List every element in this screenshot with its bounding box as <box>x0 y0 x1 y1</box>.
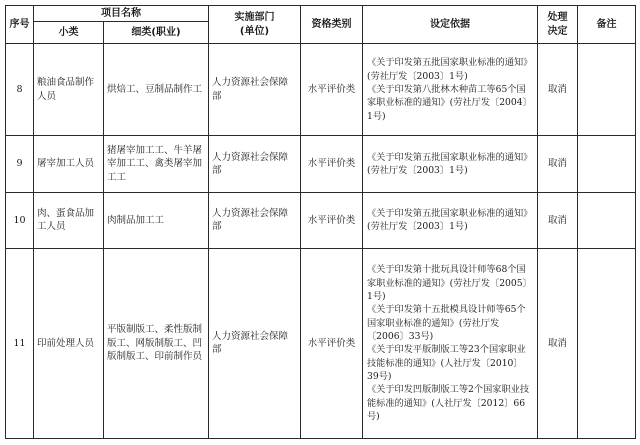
qualification-table <box>5 5 636 439</box>
header-decision: 处理 决定 <box>538 6 578 44</box>
header-dept: 实施部门 (单位) <box>209 6 301 44</box>
cell-basis: 《关于印发第五批国家职业标准的通知》(劳社厅发〔2003〕1号) 《关于印发第八批林木种苗工等65个国家职业标准的通知》(劳社厅发〔2004〕1号) <box>363 44 538 136</box>
cell-dept: 人力资源社会保障部 <box>209 44 301 136</box>
cell-qual-type: 水平评价类 <box>301 248 363 438</box>
cell-basis: 《关于印发第十批玩具设计师等68个国家职业标准的通知》(劳社厅发〔2005〕1号) 《关于印发第十五批模具设计师等65个国家职业标准的通知》(劳社厅发〔2006〕33号) 《关于印发平版制版工等23个国家职业技能标准的通知》(人社厅发〔2010〕39号) 《关于印发凹版制版工等2个国家职业技能标准的通知》(人社厅发〔2012〕66号) <box>363 248 538 438</box>
document-page <box>5 5 635 439</box>
header-detail: 细类(职业) <box>104 22 209 44</box>
cell-seq: 10 <box>6 193 34 248</box>
cell-qual-type: 水平评价类 <box>301 135 363 192</box>
cell-basis: 《关于印发第五批国家职业标准的通知》(劳社厅发〔2003〕1号) <box>363 193 538 248</box>
cell-decision: 取消 <box>538 193 578 248</box>
table-row <box>6 135 636 192</box>
cell-dept: 人力资源社会保障部 <box>209 193 301 248</box>
cell-subclass: 印前处理人员 <box>34 248 104 438</box>
cell-seq: 8 <box>6 44 34 136</box>
cell-dept: 人力资源社会保障部 <box>209 135 301 192</box>
table-row <box>6 193 636 248</box>
table-row <box>6 44 636 136</box>
cell-decision: 取消 <box>538 248 578 438</box>
cell-basis: 《关于印发第五批国家职业标准的通知》(劳社厅发〔2003〕1号) <box>363 135 538 192</box>
cell-subclass: 屠宰加工人员 <box>34 135 104 192</box>
cell-remark <box>578 248 636 438</box>
cell-subclass: 肉、蛋食品加工人员 <box>34 193 104 248</box>
cell-detail: 猪屠宰加工工、牛羊屠宰加工工、禽类屠宰加工工 <box>104 135 209 192</box>
cell-seq: 9 <box>6 135 34 192</box>
header-seq: 序号 <box>6 6 34 44</box>
table-row <box>6 248 636 438</box>
cell-detail: 平版制版工、柔性版制版工、网版制版工、凹版制版工、印前制作员 <box>104 248 209 438</box>
cell-seq: 11 <box>6 248 34 438</box>
header-remark: 备注 <box>578 6 636 44</box>
cell-detail: 肉制品加工工 <box>104 193 209 248</box>
cell-decision: 取消 <box>538 44 578 136</box>
header-qual-type: 资格类别 <box>301 6 363 44</box>
cell-dept: 人力资源社会保障部 <box>209 248 301 438</box>
header-subclass: 小类 <box>34 22 104 44</box>
cell-qual-type: 水平评价类 <box>301 44 363 136</box>
cell-decision: 取消 <box>538 135 578 192</box>
cell-remark <box>578 193 636 248</box>
table-header-row <box>6 6 636 22</box>
header-basis: 设定依据 <box>363 6 538 44</box>
header-project-name: 项目名称 <box>34 6 209 22</box>
cell-qual-type: 水平评价类 <box>301 193 363 248</box>
cell-remark <box>578 44 636 136</box>
cell-subclass: 粮油食品制作人员 <box>34 44 104 136</box>
cell-remark <box>578 135 636 192</box>
cell-detail: 烘焙工、豆制品制作工 <box>104 44 209 136</box>
